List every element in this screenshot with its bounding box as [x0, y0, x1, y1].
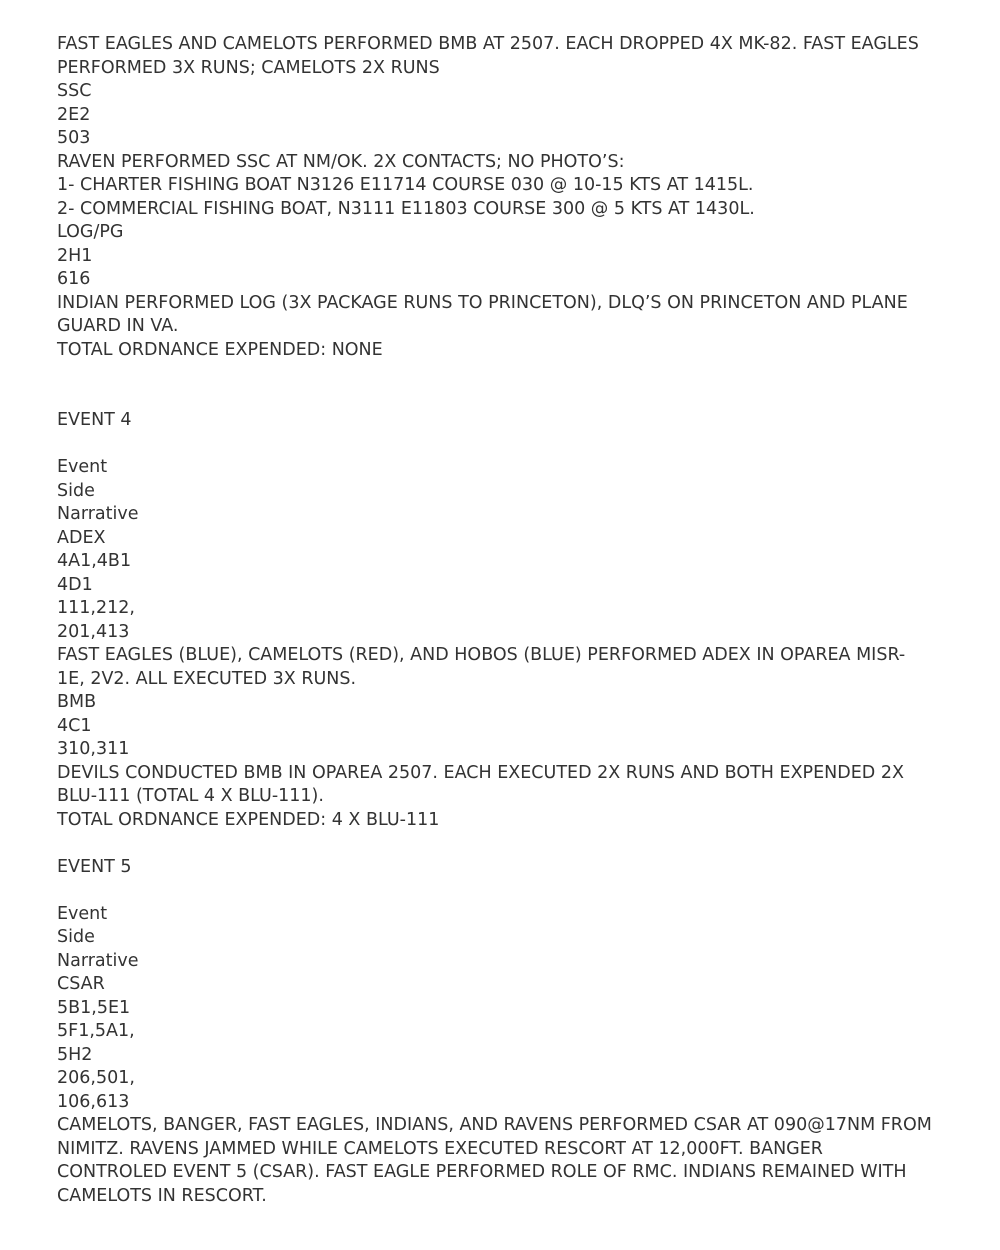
- spacer: [57, 832, 937, 856]
- spacer: [57, 433, 937, 457]
- csar-side-numbers: 206,501,: [57, 1068, 135, 1088]
- csar-side: 5B1,5E1: [57, 997, 131, 1018]
- adex-event-type: ADEX: [57, 527, 106, 548]
- spacer: [57, 879, 937, 903]
- column-header-narrative: Narrative: [57, 504, 139, 524]
- ssc-side: 2E2: [57, 104, 91, 125]
- ssc-narrative: RAVEN PERFORMED SSC AT NM/OK. 2X CONTACTS; NO PHOTO’S:: [57, 151, 625, 172]
- adex-side-numbers: 201,413: [57, 621, 130, 642]
- csar-narrative-line: CAMELOTS, BANGER, FAST EAGLES, INDIANS, AND RAVENS PERFORMED CSAR AT 090@17NM FROM: [57, 1115, 932, 1135]
- event-3-continuation: [57, 33, 937, 362]
- bmb-narrative-line: PERFORMED 3X RUNS; CAMELOTS 2X RUNS: [57, 57, 440, 78]
- csar-side-numbers: 106,613: [57, 1091, 130, 1112]
- bmb-narrative-line: FAST EAGLES AND CAMELOTS PERFORMED BMB AT 2507. EACH DROPPED 4X MK-82. FAST EAGLES: [57, 34, 919, 54]
- log-narrative-line: INDIAN PERFORMED LOG (3X PACKAGE RUNS TO PRINCETON), DLQ’S ON PRINCETON AND PLANE: [57, 292, 908, 313]
- column-header-event: Event: [57, 457, 108, 477]
- csar-event-type: CSAR: [57, 974, 105, 994]
- csar-side: 5H2: [57, 1044, 93, 1065]
- contact-1: 1- CHARTER FISHING BOAT N3126 E11714 COURSE 030 @ 10-15 KTS AT 1415L.: [57, 175, 754, 195]
- csar-narrative-line: NIMITZ. RAVENS JAMMED WHILE CAMELOTS EXECUTED RESCORT AT 12,000FT. BANGER: [57, 1138, 823, 1159]
- column-header-side: Side: [57, 927, 95, 947]
- bmb-side-numbers: 310,311: [57, 739, 130, 759]
- bmb-event-type: BMB: [57, 692, 97, 712]
- csar-narrative-line: CAMELOTS IN RESCORT.: [57, 1185, 267, 1206]
- adex-side: 4A1,4B1: [57, 551, 132, 571]
- event-heading: EVENT 5: [57, 856, 132, 877]
- contact-2: 2- COMMERCIAL FISHING BOAT, N3111 E11803 COURSE 300 @ 5 KTS AT 1430L.: [57, 198, 755, 219]
- bmb-side: 4C1: [57, 715, 92, 736]
- total-ordnance: TOTAL ORDNANCE EXPENDED: NONE: [57, 339, 383, 360]
- bmb-narrative-line: BLU-111 (TOTAL 4 X BLU-111).: [57, 786, 324, 806]
- csar-narrative-line: CONTROLED EVENT 5 (CSAR). FAST EAGLE PERFORMED ROLE OF RMC. INDIANS REMAINED WITH: [57, 1162, 907, 1182]
- csar-side: 5F1,5A1,: [57, 1021, 135, 1041]
- event-5: [57, 856, 937, 1209]
- log-narrative-line: GUARD IN VA.: [57, 316, 179, 336]
- document-body: [57, 33, 937, 1208]
- log-side-number: 616: [57, 269, 91, 289]
- total-ordnance: TOTAL ORDNANCE EXPENDED: 4 X BLU-111: [57, 809, 440, 830]
- adex-narrative-line: FAST EAGLES (BLUE), CAMELOTS (RED), AND HOBOS (BLUE) PERFORMED ADEX IN OPAREA MISR-: [57, 645, 906, 665]
- column-header-narrative: Narrative: [57, 950, 139, 971]
- column-header-side: Side: [57, 480, 95, 501]
- adex-narrative-line: 1E, 2V2. ALL EXECUTED 3X RUNS.: [57, 668, 357, 689]
- ssc-event-type: SSC: [57, 81, 92, 101]
- event-4: [57, 409, 937, 832]
- event-heading: EVENT 4: [57, 410, 132, 430]
- column-header-event: Event: [57, 903, 108, 924]
- adex-side: 4D1: [57, 574, 93, 595]
- ssc-side-number: 503: [57, 128, 91, 148]
- spacer: [57, 362, 937, 409]
- log-event-type: LOG/PG: [57, 222, 124, 242]
- adex-side-numbers: 111,212,: [57, 598, 135, 618]
- log-side: 2H1: [57, 245, 93, 266]
- bmb-narrative-line: DEVILS CONDUCTED BMB IN OPAREA 2507. EACH EXECUTED 2X RUNS AND BOTH EXPENDED 2X: [57, 762, 904, 783]
